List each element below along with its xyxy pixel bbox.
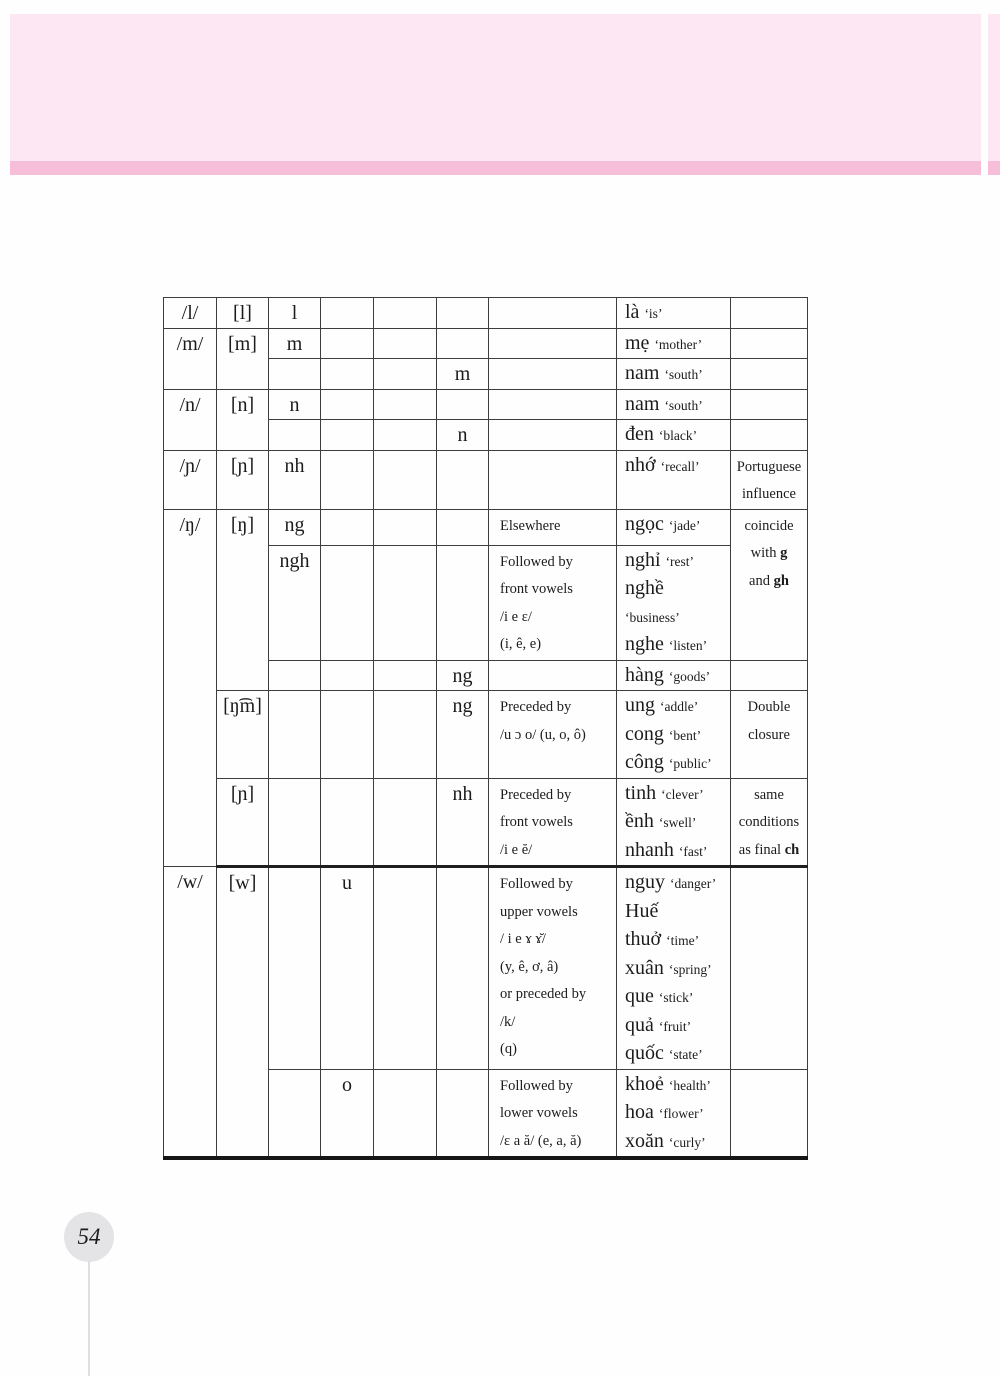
cell-empty xyxy=(437,1069,489,1158)
cell-empty xyxy=(437,328,489,359)
note-text: as final xyxy=(738,841,785,858)
example-word: nghề xyxy=(625,577,664,599)
example-gloss: ‘jade’ xyxy=(668,517,701,533)
example-gloss: ‘recall’ xyxy=(660,458,700,474)
cell-examples xyxy=(617,691,731,779)
cell-onset: ngh xyxy=(269,545,321,660)
example-word: mẹ xyxy=(625,331,650,354)
condition-line: /u ɔ o/ (u, o, ô) xyxy=(500,726,586,743)
cell-note xyxy=(731,509,808,660)
cell-empty xyxy=(374,389,437,420)
cell-allophone: [w] xyxy=(217,867,269,1159)
example-word: hàng xyxy=(625,663,664,686)
cell-examples xyxy=(617,298,731,329)
note-line: coincide xyxy=(744,517,794,534)
header-highlight-band xyxy=(10,14,981,161)
note-line: Double xyxy=(747,699,791,715)
example-gloss: ‘south’ xyxy=(664,367,703,382)
cell-empty xyxy=(374,545,437,660)
cell-examples xyxy=(617,660,731,691)
note-bold: g xyxy=(780,545,788,561)
cell-examples xyxy=(617,545,731,660)
example-gloss: ‘black’ xyxy=(658,428,698,443)
table-row xyxy=(164,298,808,329)
cell-empty xyxy=(437,545,489,660)
condition-line: /i e ĕ/ xyxy=(500,841,533,858)
cell-examples xyxy=(617,509,731,545)
example-gloss: ‘addle’ xyxy=(660,699,699,714)
cell-condition xyxy=(489,450,617,509)
example-gloss: ‘is’ xyxy=(644,306,663,321)
cell-empty xyxy=(374,691,437,779)
note-line: closure xyxy=(748,726,790,743)
cell-coda: ng xyxy=(437,691,489,779)
cell-condition xyxy=(489,660,617,691)
condition-line: front vowels xyxy=(500,581,573,597)
note-line xyxy=(731,540,807,568)
example-gloss: ‘spring’ xyxy=(668,961,712,977)
example-word: tinh xyxy=(625,781,657,804)
condition-line: (q) xyxy=(500,1041,517,1057)
note-line: influence xyxy=(742,486,796,502)
example-word: ềnh xyxy=(625,810,654,832)
cell-empty xyxy=(374,1069,437,1158)
cell-empty xyxy=(437,389,489,420)
example-gloss: ‘health’ xyxy=(668,1077,711,1093)
cell-allophone: [l] xyxy=(217,298,269,329)
cell-allophone: [ɲ] xyxy=(217,778,269,867)
example-word: hoa xyxy=(625,1101,654,1123)
cell-condition xyxy=(489,509,617,545)
cell-examples xyxy=(617,328,731,359)
cell-allophone: [ŋ͡m] xyxy=(217,691,269,779)
cell-note xyxy=(731,389,808,420)
cell-phoneme: /ŋ/ xyxy=(164,509,217,867)
example-gloss: ‘curly’ xyxy=(668,1134,706,1150)
condition-line: upper vowels xyxy=(500,903,578,920)
cell-empty xyxy=(437,298,489,329)
table-row xyxy=(164,867,808,1070)
cell-empty xyxy=(374,420,437,451)
example-word: xoăn xyxy=(625,1129,664,1152)
cell-empty xyxy=(269,867,321,1070)
example-word: Huế xyxy=(625,899,659,922)
cell-note xyxy=(731,778,808,867)
note-line: conditions xyxy=(738,814,800,830)
example-word: xuân xyxy=(625,956,664,979)
example-gloss: ‘time’ xyxy=(666,933,700,948)
cell-allophone: [m] xyxy=(217,328,269,389)
example-word: nam xyxy=(625,392,660,415)
note-bold: gh xyxy=(773,572,789,589)
cell-empty xyxy=(321,545,374,660)
example-word: ung xyxy=(625,694,655,716)
table-row xyxy=(164,778,808,867)
phoneme-table-wrapper xyxy=(163,297,808,1160)
cell-empty xyxy=(374,359,437,390)
page-number-badge xyxy=(64,1212,114,1262)
condition-line: /k/ xyxy=(500,1013,516,1030)
table-row xyxy=(164,450,808,509)
note-line: same xyxy=(754,786,784,803)
example-word: nam xyxy=(625,362,660,384)
condition-line: Preceded by xyxy=(500,786,572,803)
cell-note xyxy=(731,691,808,779)
cell-coda: nh xyxy=(437,778,489,867)
cell-onset: l xyxy=(269,298,321,329)
cell-empty xyxy=(374,298,437,329)
cell-empty xyxy=(269,359,321,390)
cell-empty xyxy=(269,1069,321,1158)
example-gloss: ‘state’ xyxy=(668,1047,703,1062)
table-row xyxy=(164,691,808,779)
example-gloss: ‘business’ xyxy=(625,609,680,625)
condition-line: Followed by xyxy=(500,1077,573,1094)
example-word: que xyxy=(625,985,654,1007)
cell-note xyxy=(731,298,808,329)
example-word: quốc xyxy=(625,1042,664,1064)
cell-allophone: [ŋ] xyxy=(217,509,269,691)
cell-phoneme: /ɲ/ xyxy=(164,450,217,509)
condition-line: (i, ê, e) xyxy=(500,636,542,652)
cell-empty xyxy=(321,660,374,691)
condition-line: lower vowels xyxy=(500,1105,578,1121)
cell-medial: o xyxy=(321,1069,374,1158)
cell-examples xyxy=(617,389,731,420)
cell-empty xyxy=(374,328,437,359)
cell-empty xyxy=(321,359,374,390)
cell-empty xyxy=(374,450,437,509)
note-line: Portuguese xyxy=(736,458,802,475)
example-gloss: ‘danger’ xyxy=(670,876,717,891)
condition-line: Followed by xyxy=(500,553,573,570)
note-text: and xyxy=(749,572,774,589)
cell-empty xyxy=(437,450,489,509)
cell-note xyxy=(731,1069,808,1158)
example-word: đen xyxy=(625,423,654,445)
example-gloss: ‘bent’ xyxy=(668,727,702,743)
cell-onset: nh xyxy=(269,450,321,509)
cell-empty xyxy=(437,509,489,545)
cell-note xyxy=(731,328,808,359)
example-gloss: ‘clever’ xyxy=(661,786,704,802)
cell-condition xyxy=(489,867,617,1070)
phoneme-table xyxy=(163,297,808,1160)
cell-empty xyxy=(374,509,437,545)
cell-phoneme: /m/ xyxy=(164,328,217,389)
cell-condition xyxy=(489,359,617,390)
cell-examples xyxy=(617,867,731,1070)
cell-empty xyxy=(321,328,374,359)
cell-note xyxy=(731,450,808,509)
cell-note xyxy=(731,359,808,390)
cell-note xyxy=(731,660,808,691)
cell-phoneme: /n/ xyxy=(164,389,217,450)
cell-phoneme: /w/ xyxy=(164,867,217,1159)
page-edge-highlight xyxy=(988,14,1000,161)
example-gloss: ‘stick’ xyxy=(658,990,694,1005)
example-gloss: ‘fast’ xyxy=(678,843,708,859)
cell-coda: n xyxy=(437,420,489,451)
cell-examples xyxy=(617,778,731,867)
example-gloss: ‘rest’ xyxy=(665,553,695,569)
cell-empty xyxy=(321,389,374,420)
cell-examples xyxy=(617,420,731,451)
cell-examples xyxy=(617,450,731,509)
example-gloss: ‘public’ xyxy=(668,756,712,771)
example-word: thuở xyxy=(625,928,662,950)
cell-medial: u xyxy=(321,867,374,1070)
example-word: cong xyxy=(625,722,664,745)
example-word: là xyxy=(625,301,640,323)
cell-allophone: [ɲ] xyxy=(217,450,269,509)
cell-empty xyxy=(269,778,321,867)
example-word: nguy xyxy=(625,871,665,893)
example-gloss: ‘swell’ xyxy=(658,815,697,830)
cell-coda: ng xyxy=(437,660,489,691)
condition-line: Followed by xyxy=(500,876,573,892)
cell-coda: m xyxy=(437,359,489,390)
cell-empty xyxy=(321,691,374,779)
cell-empty xyxy=(321,450,374,509)
cell-condition xyxy=(489,545,617,660)
cell-empty xyxy=(269,691,321,779)
cell-condition xyxy=(489,1069,617,1158)
cell-note xyxy=(731,420,808,451)
cell-onset: n xyxy=(269,389,321,420)
cell-condition xyxy=(489,328,617,359)
condition-line: front vowels xyxy=(500,814,573,830)
condition-line: (y, ê, ơ, â) xyxy=(500,958,559,975)
condition-line: /i e ɛ/ xyxy=(500,608,532,625)
example-word: quả xyxy=(625,1013,654,1036)
table-row xyxy=(164,328,808,359)
cell-condition xyxy=(489,298,617,329)
condition-line: Elsewhere xyxy=(500,517,561,534)
example-gloss: ‘flower’ xyxy=(658,1106,704,1121)
cell-empty xyxy=(321,298,374,329)
example-gloss: ‘mother’ xyxy=(654,336,703,352)
page-edge-highlight-strip xyxy=(988,161,1000,175)
condition-line: or preceded by xyxy=(500,986,587,1002)
example-word: công xyxy=(625,751,664,773)
example-word: nhớ xyxy=(625,453,656,476)
cell-empty xyxy=(269,660,321,691)
example-word: khoẻ xyxy=(625,1072,664,1095)
cell-condition xyxy=(489,778,617,867)
table-row xyxy=(164,389,808,420)
cell-onset: ng xyxy=(269,509,321,545)
note-line xyxy=(731,837,807,865)
table-row xyxy=(164,509,808,545)
example-word: ngọc xyxy=(625,512,664,535)
condition-line: /ɛ a ă/ (e, a, ă) xyxy=(500,1132,582,1149)
header-highlight-strip xyxy=(10,161,981,175)
example-gloss: ‘listen’ xyxy=(668,638,708,653)
cell-empty xyxy=(437,867,489,1070)
note-line xyxy=(731,568,807,596)
cell-note xyxy=(731,867,808,1070)
page-number: 54 xyxy=(77,1224,101,1249)
cell-empty xyxy=(269,420,321,451)
example-word: nghỉ xyxy=(625,548,661,571)
note-bold: ch xyxy=(784,841,800,858)
page-number-stem xyxy=(88,1261,90,1376)
cell-condition xyxy=(489,420,617,451)
example-gloss: ‘goods’ xyxy=(668,668,711,684)
cell-condition xyxy=(489,691,617,779)
cell-empty xyxy=(374,660,437,691)
cell-empty xyxy=(374,778,437,867)
note-text: with xyxy=(750,545,781,561)
cell-condition xyxy=(489,389,617,420)
cell-empty xyxy=(374,867,437,1070)
example-gloss: ‘fruit’ xyxy=(658,1018,692,1034)
condition-line: Preceded by xyxy=(500,699,572,715)
cell-empty xyxy=(321,420,374,451)
cell-examples xyxy=(617,359,731,390)
cell-phoneme: /l/ xyxy=(164,298,217,329)
example-word: nhanh xyxy=(625,838,674,861)
cell-examples xyxy=(617,1069,731,1158)
cell-empty xyxy=(321,778,374,867)
condition-line: / i e ɤ ɤ̆/ xyxy=(500,931,546,947)
cell-empty xyxy=(321,509,374,545)
example-gloss: ‘south’ xyxy=(664,397,703,413)
cell-onset: m xyxy=(269,328,321,359)
example-word: nghe xyxy=(625,633,664,655)
cell-allophone: [n] xyxy=(217,389,269,450)
